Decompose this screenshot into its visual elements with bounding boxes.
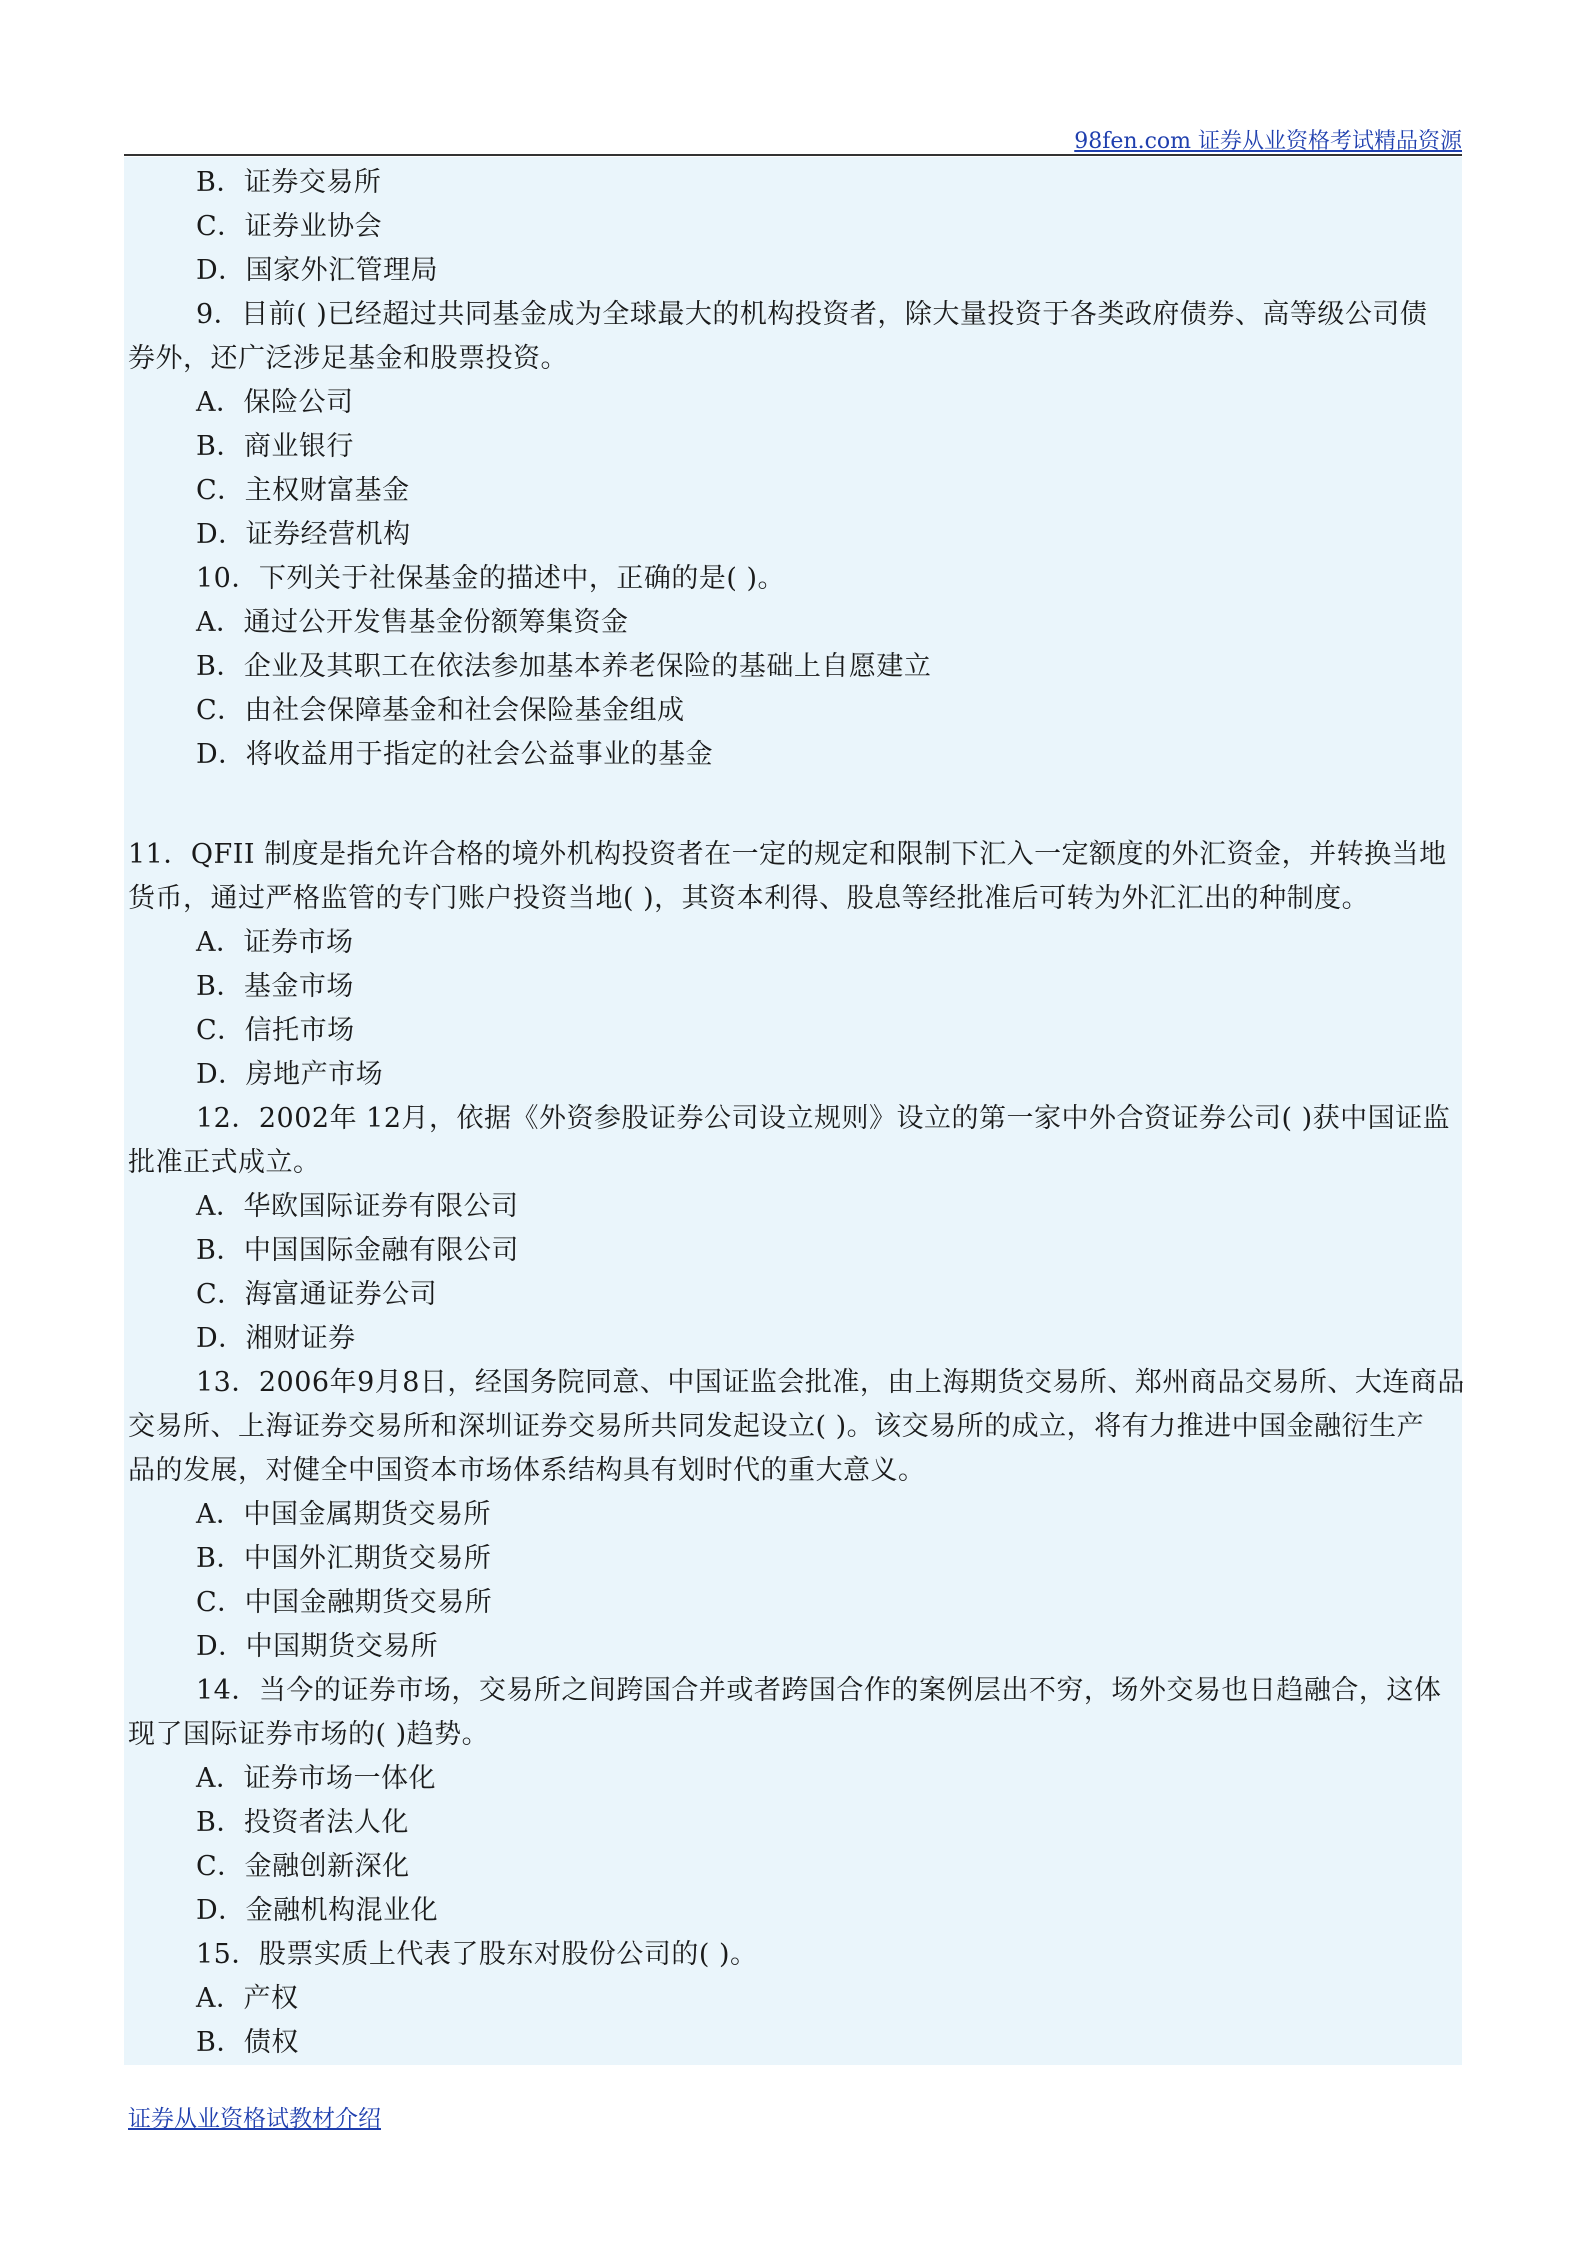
question-line: 14．当今的证券市场，交易所之间跨国合并或者跨国合作的案例层出不穷，场外交易也日趋融合，这体 (196, 1675, 1442, 1706)
page-header (124, 118, 1462, 156)
option-line: B．中国国际金融有限公司 (196, 1235, 519, 1266)
option-line: A．产权 (196, 1983, 299, 2014)
textbook-intro-link[interactable]: 证券从业资格试教材介绍 (128, 2106, 381, 2132)
question-line: 券外，还广泛涉足基金和股票投资。 (128, 343, 568, 374)
option-line: B．中国外汇期货交易所 (196, 1543, 492, 1574)
option-line: D．将收益用于指定的社会公益事业的基金 (196, 739, 714, 770)
option-line: C．金融创新深化 (196, 1851, 410, 1882)
option-line: D．金融机构混业化 (196, 1895, 439, 1926)
option-line: D．房地产市场 (196, 1059, 384, 1090)
option-line: C．海富通证券公司 (196, 1279, 438, 1310)
question-line: 批准正式成立。 (128, 1147, 321, 1178)
option-line: A．中国金属期货交易所 (196, 1499, 491, 1530)
question-line: 品的发展，对健全中国资本市场体系结构具有划时代的重大意义。 (128, 1455, 926, 1486)
option-line: B．基金市场 (196, 971, 354, 1002)
option-line: D．中国期货交易所 (196, 1631, 439, 1662)
option-line: C．信托市场 (196, 1015, 355, 1046)
question-line: 交易所、上海证券交易所和深圳证券交易所共同发起设立( )。该交易所的成立，将有力推进中国金融衍生产 (128, 1411, 1425, 1442)
option-line: D．证券经营机构 (196, 519, 411, 550)
option-line: A．证券市场一体化 (196, 1763, 436, 1794)
option-line: B．投资者法人化 (196, 1807, 409, 1838)
option-line: B．证券交易所 (196, 167, 382, 198)
question-line: 15．股票实质上代表了股东对股份公司的( )。 (196, 1939, 758, 1970)
option-line: A．通过公开发售基金份额筹集资金 (196, 607, 629, 638)
site-link[interactable]: 98fen.com 证券从业资格考试精品资源 (1074, 129, 1462, 154)
option-line: C．中国金融期货交易所 (196, 1587, 493, 1618)
option-line: B．商业银行 (196, 431, 354, 462)
option-line: A．证券市场 (196, 927, 354, 958)
question-line: 货币，通过严格监管的专门账户投资当地( )，其资本利得、股息等经批准后可转为外汇汇出的种制度。 (128, 883, 1370, 914)
question-line: 12．2002年 12月，依据《外资参股证券公司设立规则》设立的第一家中外合资证券公司( )获中国证监 (196, 1103, 1451, 1134)
question-line: 10．下列关于社保基金的描述中，正确的是( )。 (196, 563, 786, 594)
question-line: 13．2006年9月8日，经国务院同意、中国证监会批准，由上海期货交易所、郑州商品交易所、大连商品 (196, 1367, 1465, 1398)
option-line: D．国家外汇管理局 (196, 255, 439, 286)
question-line: 9．目前( )已经超过共同基金成为全球最大的机构投资者，除大量投资于各类政府债券、高等级公司债 (196, 299, 1428, 330)
option-line: C．由社会保障基金和社会保险基金组成 (196, 695, 685, 726)
option-line: D．湘财证券 (196, 1323, 356, 1354)
question-line: 11．QFII 制度是指允许合格的境外机构投资者在一定的规定和限制下汇入一定额度的外汇资金，并转换当地 (128, 839, 1447, 870)
option-line: C．主权财富基金 (196, 475, 410, 506)
question-line: 现了国际证券市场的( )趋势。 (128, 1719, 490, 1750)
option-line: B．债权 (196, 2027, 299, 2058)
option-line: B．企业及其职工在依法参加基本养老保险的基础上自愿建立 (196, 651, 932, 682)
question-content (124, 157, 1465, 2065)
option-line: A．保险公司 (196, 387, 354, 418)
option-line: C．证券业协会 (196, 211, 383, 242)
option-line: A．华欧国际证券有限公司 (196, 1191, 519, 1222)
